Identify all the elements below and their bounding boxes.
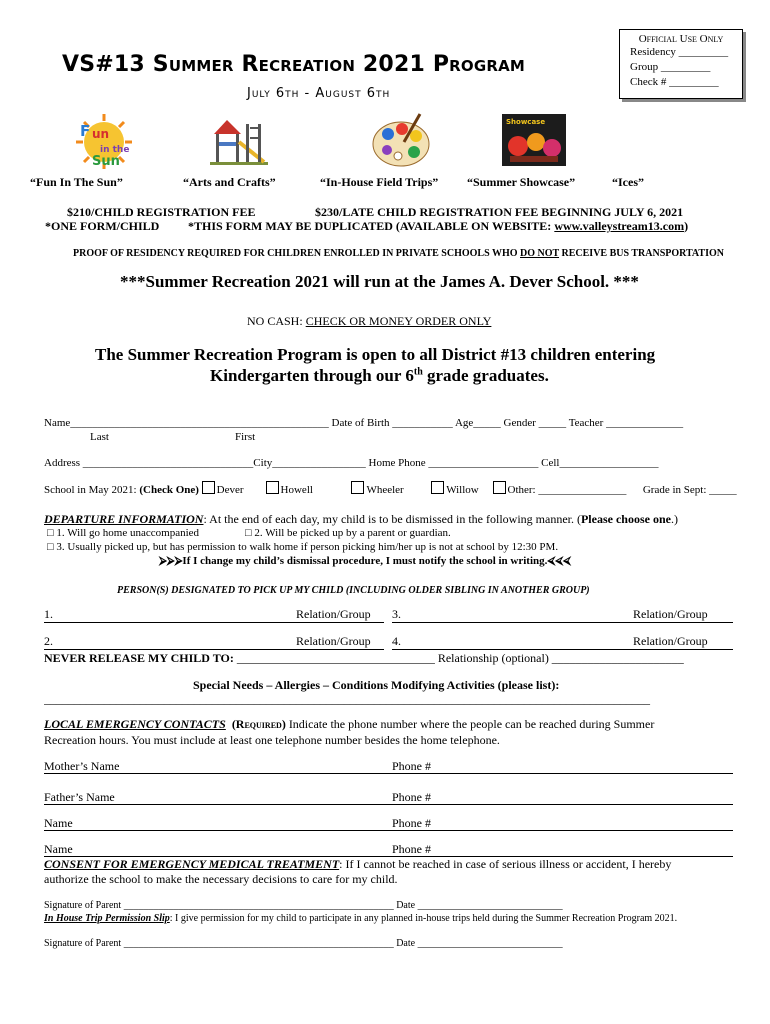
consent-signature-row[interactable]: Signature of Parent ______________________________________________________ Date _____________________________: [44, 900, 563, 911]
emergency-contacts-intro: [44, 717, 654, 732]
school-option-wheeler[interactable]: [351, 484, 403, 496]
pickup-3-line[interactable]: [392, 622, 733, 623]
school-option-label: Wheeler: [366, 484, 404, 496]
proof-of-residency-notice: [73, 248, 724, 259]
father-contact-line[interactable]: [44, 804, 733, 805]
proof-text-a: PROOF OF RESIDENCY REQUIRED FOR CHILDREN ENROLLED IN PRIVATE SCHOOLS WHO: [73, 248, 521, 259]
last-name-label: Last: [90, 431, 109, 443]
checkbox-icon[interactable]: [266, 481, 279, 494]
emergency-heading: LOCAL EMERGENCY CONTACTS: [44, 717, 226, 731]
payment-note: [247, 314, 491, 329]
trip-text: : I give permission for my child to participate in any planned in-house trips held during the Summer Recreation Program 2021.: [169, 913, 678, 924]
departure-choose: Please choose one: [580, 512, 671, 526]
emergency-text-2: Recreation hours. You must include at least one telephone number besides the home telephone.: [44, 733, 500, 747]
emergency-text-1: Indicate the phone number where the people can be reached during Summer: [285, 717, 655, 731]
father-name-label: Father’s Name: [44, 790, 115, 804]
never-release-row: [44, 651, 684, 666]
activity-caption-fun-in-the-sun: “Fun In The Sun”: [30, 175, 123, 189]
school-label: School in May 2021:: [44, 484, 140, 496]
pickup-4-number: 4.: [392, 634, 401, 648]
school-option-dever[interactable]: [202, 484, 244, 496]
pickup-1-line[interactable]: [44, 622, 384, 623]
svg-text:un: un: [92, 127, 110, 141]
contact-3-line[interactable]: [44, 830, 733, 831]
program-location: ***Summer Recreation 2021 will run at the James A. Dever School. ***: [120, 272, 639, 291]
checkbox-icon[interactable]: [431, 481, 444, 494]
proof-text-emph: DO NOT: [520, 248, 560, 259]
pickup-2-relation: Relation/Group: [296, 634, 371, 648]
school-option-label: Other: ________________: [507, 484, 627, 496]
departure-heading: DEPARTURE INFORMATION: [44, 512, 204, 526]
mother-contact-line[interactable]: [44, 773, 733, 774]
duplication-text: *THIS FORM MAY BE DUPLICATED (AVAILABLE ON WEBSITE:: [188, 219, 552, 233]
consent-intro: [44, 857, 671, 872]
departure-option-2[interactable]: □ 2. Will be picked up by a parent or guardian.: [245, 527, 451, 539]
never-release-label: NEVER RELEASE MY CHILD TO:: [44, 651, 234, 665]
one-form-note: *ONE FORM/CHILD: [45, 219, 160, 233]
svg-text:Sun: Sun: [92, 154, 120, 169]
official-use-box: [619, 29, 743, 99]
dismissal-change-notice: ⮚⮚⮚If I change my child’s dismissal procedure, I must notify the school in writing.⮘⮘⮘: [159, 555, 571, 567]
pickup-4-line[interactable]: [392, 649, 733, 650]
payment-text-b: CHECK OR MONEY ORDER ONLY: [305, 314, 492, 328]
activity-caption-summer-showcase: “Summer Showcase”: [467, 175, 576, 189]
checkbox-icon[interactable]: [202, 481, 215, 494]
school-option-other[interactable]: [493, 484, 627, 496]
relationship-field[interactable]: Relationship (optional) ______________________: [437, 651, 684, 665]
residency-line: Residency _________: [630, 46, 729, 58]
pickup-2-number: 2.: [44, 634, 53, 648]
school-option-label: Dever: [216, 484, 244, 496]
intro-sup: th: [413, 366, 423, 378]
never-release-field[interactable]: _________________________________: [233, 651, 438, 665]
pickup-4-relation: Relation/Group: [633, 634, 708, 648]
late-registration-fee: $230/LATE CHILD REGISTRATION FEE BEGINNING JULY 6, 2021: [315, 205, 684, 219]
trip-heading: In House Trip Permission Slip: [44, 913, 170, 924]
special-needs-heading: Special Needs – Allergies – Conditions Modifying Activities (please list):: [193, 678, 560, 692]
official-use-heading: Official Use Only: [638, 33, 724, 45]
intro-text-b: grade graduates.: [422, 366, 549, 385]
contact-3-name-label: Name: [44, 816, 73, 830]
consent-heading: CONSENT FOR EMERGENCY MEDICAL TREATMENT: [44, 857, 340, 871]
mother-phone-label: Phone #: [392, 759, 431, 773]
school-option-label: Willow: [446, 484, 479, 496]
checkbox-icon[interactable]: [351, 481, 364, 494]
palette-icon: [368, 112, 434, 170]
departure-option-1[interactable]: □ 1. Will go home unaccompanied: [47, 527, 200, 539]
consent-text-2: authorize the school to make the necessary decisions to care for my child.: [44, 872, 398, 886]
pickup-heading: PERSON(S) DESIGNATED TO PICK UP MY CHILD (INCLUDING OLDER SIBLING IN ANOTHER GROUP): [117, 585, 590, 596]
contact-4-phone-label: Phone #: [392, 842, 431, 856]
father-phone-label: Phone #: [392, 790, 431, 804]
check-one-label: (Check One): [139, 484, 199, 496]
activity-caption-ices: “Ices”: [612, 175, 644, 189]
departure-info: [44, 512, 678, 527]
proof-text-c: RECEIVE BUS TRANSPORTATION: [559, 248, 724, 259]
pickup-3-relation: Relation/Group: [633, 607, 708, 621]
fun-in-the-sun-logo: [70, 112, 138, 170]
pickup-2-line[interactable]: [44, 649, 384, 650]
showcase-icon: [500, 112, 568, 168]
duplication-close: ): [684, 219, 689, 233]
pickup-1-relation: Relation/Group: [296, 607, 371, 621]
intro-line-2: [210, 366, 549, 386]
program-dates: July 6th - August 6th: [247, 86, 391, 101]
school-option-willow[interactable]: [431, 484, 479, 496]
activity-caption-field-trips: “In-House Field Trips”: [320, 175, 439, 189]
svg-text:F: F: [80, 122, 91, 140]
page-title: VS#13 Summer Recreation 2021 Program: [62, 52, 526, 77]
registration-fee: $210/CHILD REGISTRATION FEE: [67, 205, 256, 219]
trip-permission: [44, 913, 677, 924]
address-row[interactable]: Address _______________________________City_________________ Home Phone ____________________ Cell__________________: [44, 457, 659, 469]
pickup-3-number: 3.: [392, 607, 401, 621]
intro-text-a: Kindergarten through our 6: [210, 366, 414, 385]
departure-option-3[interactable]: □ 3. Usually picked up, but has permission to walk home if person picking him/her up is not at school by 12:30 PM.: [47, 541, 559, 553]
special-needs-field[interactable]: _____________________________________________________________________________________________________: [44, 692, 650, 706]
svg-text:in the: in the: [100, 145, 130, 155]
consent-text-1: : If I cannot be reached in case of serious illness or accident, I hereby: [339, 857, 672, 871]
first-name-label: First: [235, 431, 256, 443]
school-row: [44, 481, 737, 496]
departure-text-end: .): [670, 512, 678, 526]
playground-icon: [206, 112, 272, 167]
duplication-note: [188, 219, 688, 234]
trip-signature-row[interactable]: Signature of Parent ______________________________________________________ Date _____________________________: [44, 938, 563, 949]
activity-caption-arts-and-crafts: “Arts and Crafts”: [183, 175, 276, 189]
required-label: (Required): [231, 717, 286, 731]
school-option-howell[interactable]: [266, 484, 313, 496]
website-link[interactable]: www.valleystream13.com: [554, 219, 685, 233]
checkbox-icon[interactable]: [493, 481, 506, 494]
payment-text-a: NO CASH:: [247, 314, 306, 328]
intro-line-1: The Summer Recreation Program is open to all District #13 children entering: [95, 345, 656, 364]
group-line: Group _________: [630, 61, 711, 73]
check-number-line: Check # _________: [630, 76, 719, 88]
grade-in-sept-field[interactable]: Grade in Sept: _____: [642, 484, 737, 496]
child-name-row[interactable]: Name_______________________________________________ Date of Birth ___________ Age_____ Gender _____ Teacher ______________: [44, 417, 684, 429]
mother-name-label: Mother’s Name: [44, 759, 120, 773]
svg-text:Showcase: Showcase: [506, 118, 546, 126]
pickup-1-number: 1.: [44, 607, 53, 621]
school-option-label: Howell: [280, 484, 313, 496]
contact-3-phone-label: Phone #: [392, 816, 431, 830]
departure-text: : At the end of each day, my child is to be dismissed in the following manner. (: [203, 512, 581, 526]
contact-4-name-label: Name: [44, 842, 73, 856]
